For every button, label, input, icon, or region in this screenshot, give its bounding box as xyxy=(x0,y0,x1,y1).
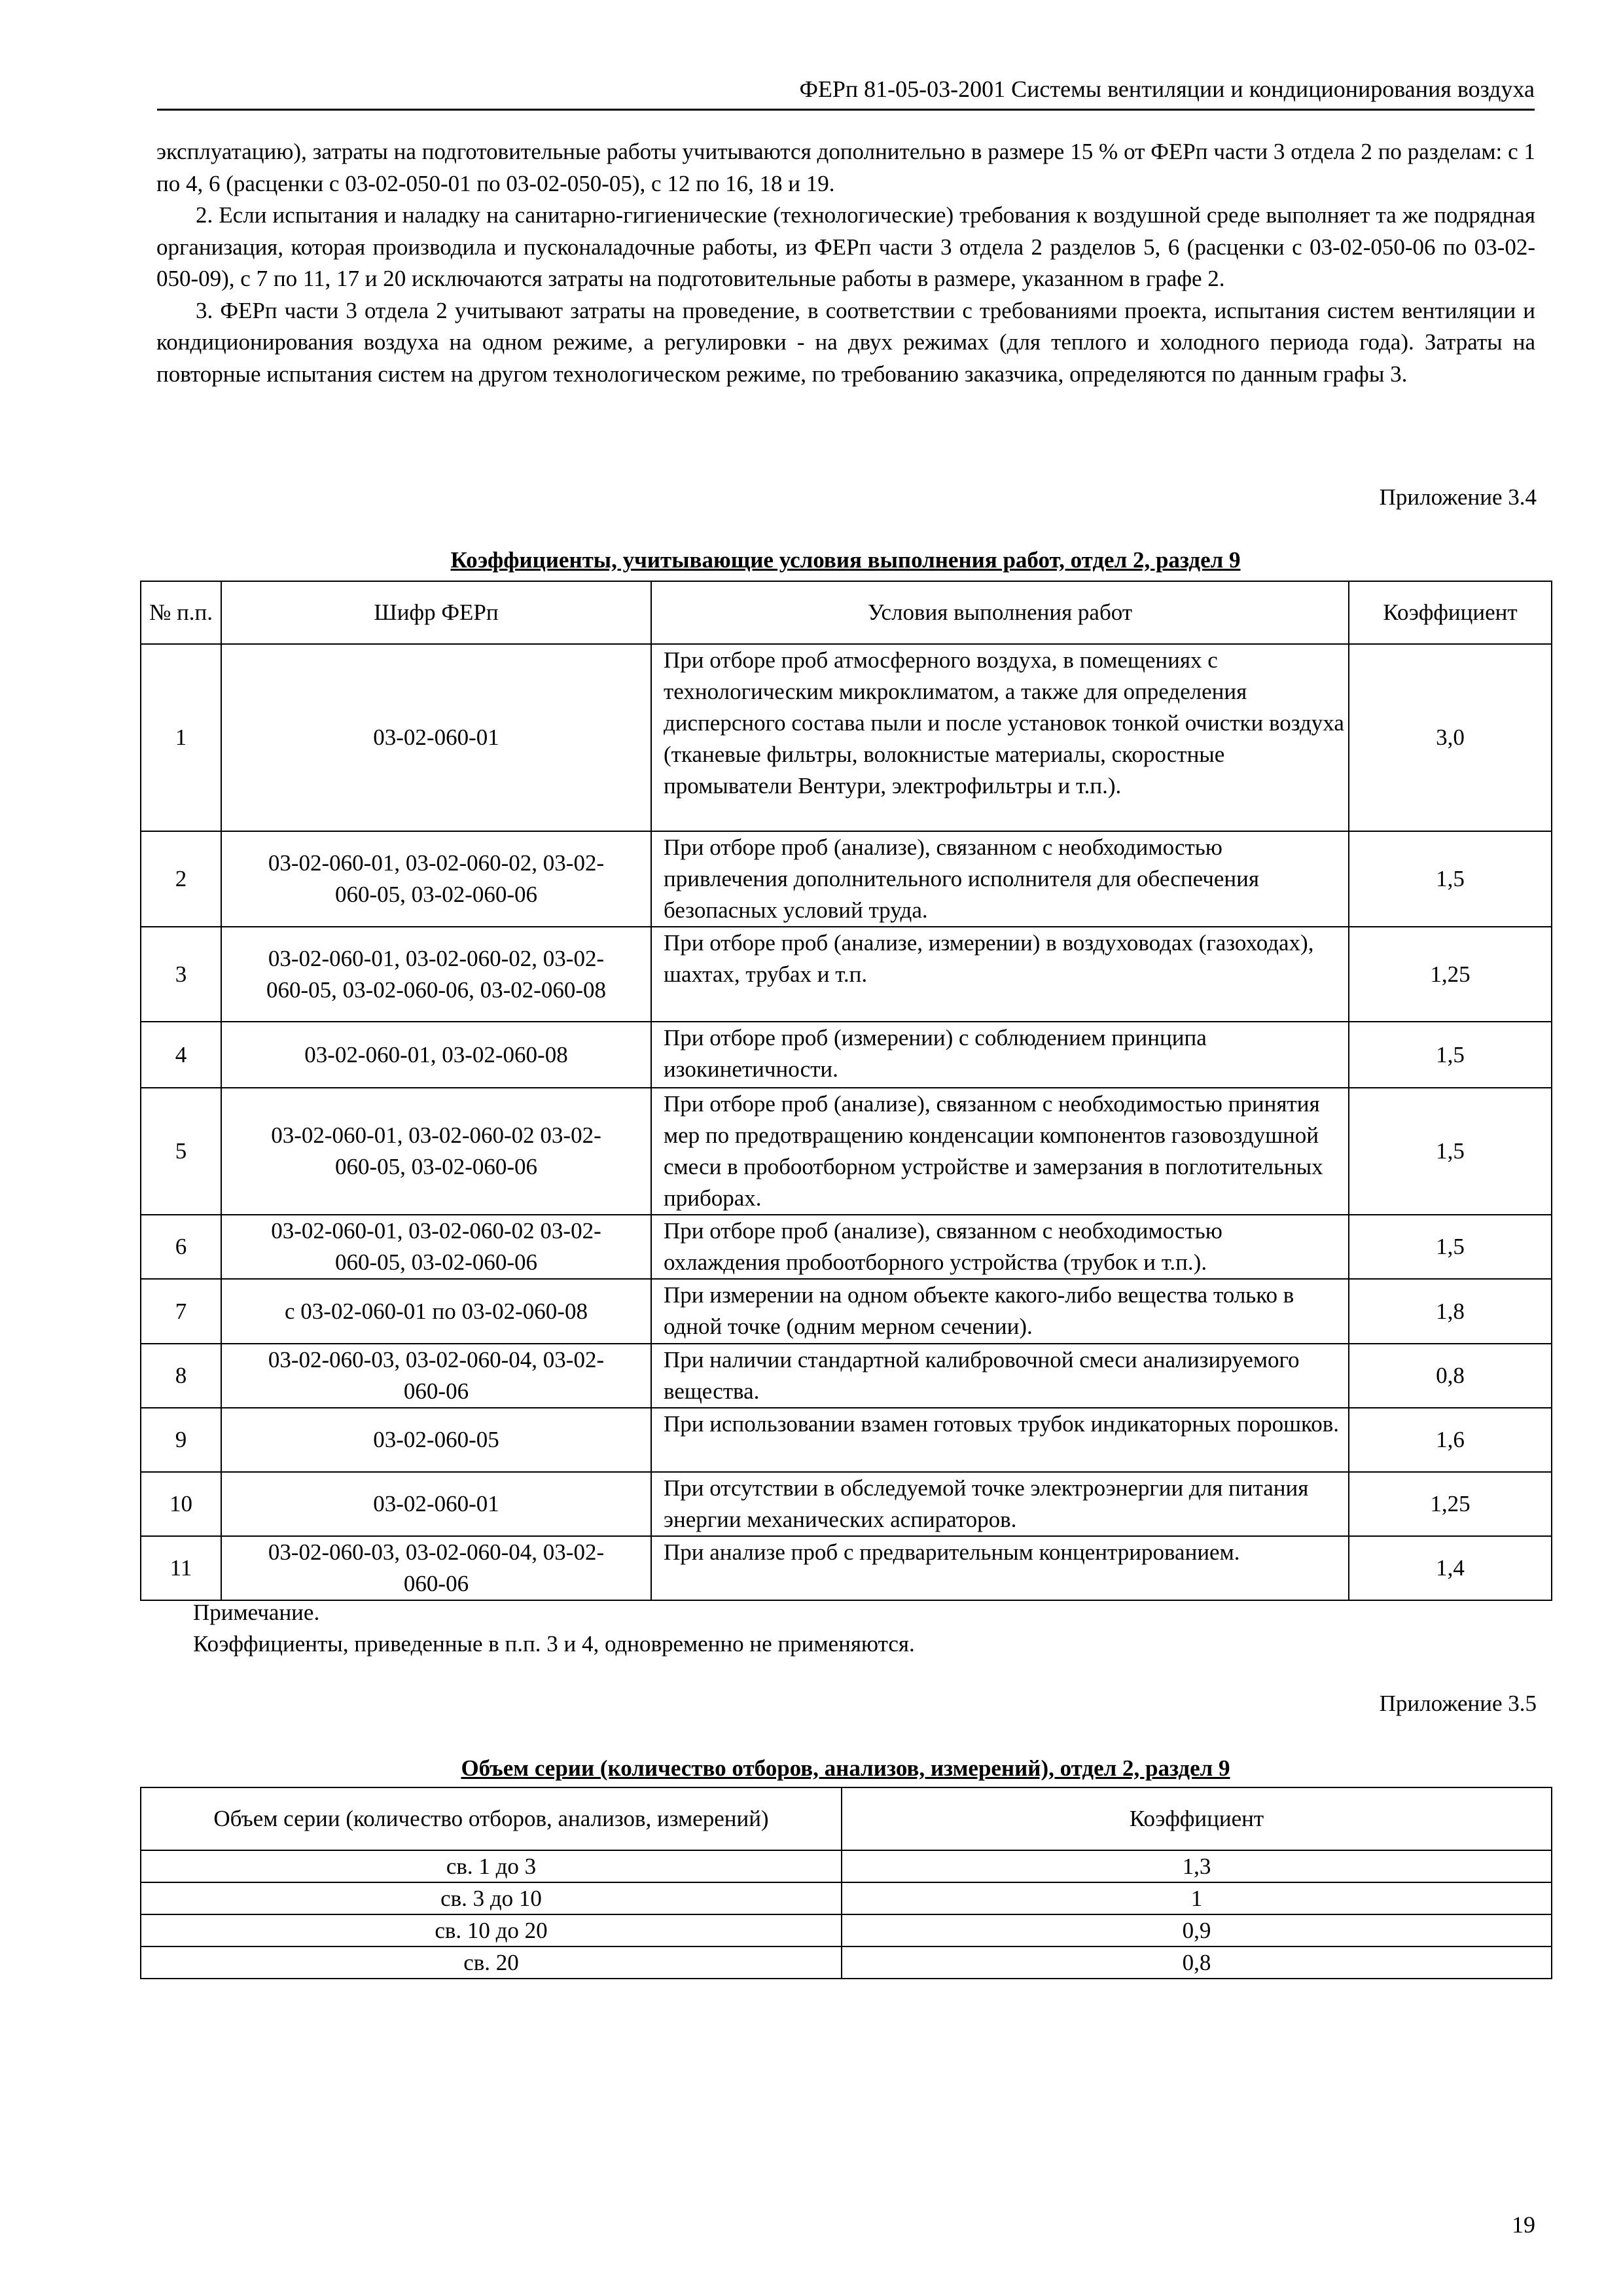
series-volume: св. 10 до 20 xyxy=(141,1914,842,1946)
work-conditions: При использовании взамен готовых трубок индикаторных порошков. xyxy=(651,1408,1349,1472)
paragraph: эксплуатацию), затраты на подготовительные работы учитываются дополнительно в размере 15 % от ФЕРп части 3 отдела 2 по разделам: с 1 по 4, 6 (расценки с 03-02-050-01 по 03-02-050-05), с 12 по 16, 18 и 19. xyxy=(156,139,1535,196)
coefficient: 1,25 xyxy=(1349,927,1552,1022)
column-header: Коэффициент xyxy=(842,1787,1552,1850)
ferp-code: 03-02-060-05 xyxy=(221,1408,651,1472)
work-conditions: При наличии стандартной калибровочной смеси анализируемого вещества. xyxy=(651,1344,1349,1408)
work-conditions: При отборе проб (анализе), связанном с необходимостью принятия мер по предотвращению конденсации компонентов газовоздушной смеси в пробоотборном устройстве и замерзания в поглотительных приборах. xyxy=(651,1088,1349,1215)
ferp-code: 03-02-060-01, 03-02-060-02 03-02-060-05, 03-02-060-06 xyxy=(221,1215,651,1279)
coefficient: 1,6 xyxy=(1349,1408,1552,1472)
table-row xyxy=(141,1472,1552,1536)
coefficient: 1,25 xyxy=(1349,1472,1552,1536)
ferp-code: 03-02-060-01 xyxy=(221,1472,651,1536)
note-text: Коэффициенты, приведенные в п.п. 3 и 4, одновременно не применяются. xyxy=(193,1631,915,1657)
table-header-row xyxy=(141,1787,1552,1850)
ferp-code: 03-02-060-01, 03-02-060-02, 03-02-060-05, 03-02-060-06 xyxy=(221,831,651,927)
work-conditions: При отборе проб (измерении) с соблюдением принципа изокинетичности. xyxy=(651,1022,1349,1088)
coefficient: 1,4 xyxy=(1349,1536,1552,1600)
work-conditions: При отборе проб (анализе), связанном с необходимостью охлаждения пробоотборного устройства (трубок и т.п.). xyxy=(651,1215,1349,1279)
series-volume-table xyxy=(140,1787,1552,1979)
table-row xyxy=(141,1850,1552,1882)
ferp-code: 03-02-060-03, 03-02-060-04, 03-02-060-06 xyxy=(221,1536,651,1600)
coefficient: 1,5 xyxy=(1349,1022,1552,1088)
coefficient: 1,5 xyxy=(1349,1088,1552,1215)
column-header: Условия выполнения работ xyxy=(651,581,1349,644)
table-title: Объем серии (количество отборов, анализов, измерений), отдел 2, раздел 9 xyxy=(461,1755,1230,1781)
table-row xyxy=(141,1914,1552,1946)
note-title: Примечание. xyxy=(193,1600,320,1625)
table-row xyxy=(141,1022,1552,1088)
row-number: 5 xyxy=(141,1088,221,1215)
row-number: 3 xyxy=(141,927,221,1022)
table-note xyxy=(193,1597,915,1660)
table-row xyxy=(141,1536,1552,1600)
row-number: 10 xyxy=(141,1472,221,1536)
row-number: 2 xyxy=(141,831,221,927)
table-title: Коэффициенты, учитывающие условия выполнения работ, отдел 2, раздел 9 xyxy=(450,547,1241,573)
coefficient: 1,3 xyxy=(842,1850,1552,1882)
table-row xyxy=(141,1946,1552,1979)
row-number: 7 xyxy=(141,1279,221,1344)
work-conditions: При измерении на одном объекте какого-либо вещества только в одной точке (одним мерном сечении). xyxy=(651,1279,1349,1344)
coefficient: 1,5 xyxy=(1349,1215,1552,1279)
row-number: 1 xyxy=(141,644,221,831)
table-row xyxy=(141,1088,1552,1215)
coefficients-table xyxy=(140,581,1552,1601)
column-header: Шифр ФЕРп xyxy=(221,581,651,644)
series-volume: св. 3 до 10 xyxy=(141,1882,842,1914)
table-row xyxy=(141,1215,1552,1279)
body-text xyxy=(156,136,1535,390)
table-row xyxy=(141,1882,1552,1914)
column-header: Объем серии (количество отборов, анализов, измерений) xyxy=(141,1787,842,1850)
table-row xyxy=(141,1344,1552,1408)
table-row xyxy=(141,831,1552,927)
ferp-code: 03-02-060-01, 03-02-060-02 03-02-060-05, 03-02-060-06 xyxy=(221,1088,651,1215)
row-number: 4 xyxy=(141,1022,221,1088)
row-number: 11 xyxy=(141,1536,221,1600)
row-number: 6 xyxy=(141,1215,221,1279)
table-row xyxy=(141,1408,1552,1472)
row-number: 8 xyxy=(141,1344,221,1408)
work-conditions: При отборе проб (анализе), связанном с необходимостью привлечения дополнительного исполнителя для обеспечения безопасных условий труда. xyxy=(651,831,1349,927)
coefficient: 3,0 xyxy=(1349,644,1552,831)
ferp-code: 03-02-060-01, 03-02-060-02, 03-02-060-05, 03-02-060-06, 03-02-060-08 xyxy=(221,927,651,1022)
series-volume: св. 1 до 3 xyxy=(141,1850,842,1882)
column-header: № п.п. xyxy=(141,581,221,644)
work-conditions: При отборе проб атмосферного воздуха, в помещениях с технологическим микроклиматом, а также для определения дисперсного состава пыли и после установок тонкой очистки воздуха (тканевые фильтры, волокнистые материалы, скоростные промыватели Вентури, электрофильтры и т.п.). xyxy=(651,644,1349,831)
coefficient: 1 xyxy=(842,1882,1552,1914)
ferp-code: 03-02-060-01 xyxy=(221,644,651,831)
appendix-label: Приложение 3.5 xyxy=(1379,1691,1537,1716)
coefficient: 0,8 xyxy=(1349,1344,1552,1408)
table-row xyxy=(141,644,1552,831)
ferp-code: 03-02-060-01, 03-02-060-08 xyxy=(221,1022,651,1088)
page-number: 19 xyxy=(1512,2212,1535,2238)
running-header: ФЕРп 81-05-03-2001 Системы вентиляции и кондиционирования воздуха xyxy=(799,76,1535,102)
header-rule xyxy=(157,109,1535,111)
paragraph: 3. ФЕРп части 3 отдела 2 учитывают затраты на проведение, в соответствии с требованиями проекта, испытания систем вентиляции и кондиционирования воздуха на одном режиме, а регулировки - на двух режимах (для теплого и холодного периода года). Затраты на повторные испытания систем на другом технологическом режиме, по требованию заказчика, определяются по данным графы 3. xyxy=(156,297,1535,387)
table-row xyxy=(141,1279,1552,1344)
work-conditions: При отборе проб (анализе, измерении) в воздуховодах (газоходах), шахтах, трубах и т.п. xyxy=(651,927,1349,1022)
coefficient: 0,9 xyxy=(842,1914,1552,1946)
coefficient: 1,5 xyxy=(1349,831,1552,927)
work-conditions: При отсутствии в обследуемой точке электроэнергии для питания энергии механических аспираторов. xyxy=(651,1472,1349,1536)
table-row xyxy=(141,927,1552,1022)
ferp-code: с 03-02-060-01 по 03-02-060-08 xyxy=(221,1279,651,1344)
series-volume: св. 20 xyxy=(141,1946,842,1979)
appendix-label: Приложение 3.4 xyxy=(1379,484,1537,510)
work-conditions: При анализе проб с предварительным концентрированием. xyxy=(651,1536,1349,1600)
column-header: Коэффициент xyxy=(1349,581,1552,644)
ferp-code: 03-02-060-03, 03-02-060-04, 03-02-060-06 xyxy=(221,1344,651,1408)
table-header-row xyxy=(141,581,1552,644)
paragraph: 2. Если испытания и наладку на санитарно-гигиенические (технологические) требования к воздушной среде выполняет та же подрядная организация, которая производила и пусконаладочные работы, из ФЕРп части 3 отдела 2 разделов 5, 6 (расценки с 03-02-050-06 по 03-02-050-09), с 7 по 11, 17 и 20 исключаются затраты на подготовительные работы в размере, указанном в графе 2. xyxy=(156,202,1535,291)
coefficient: 0,8 xyxy=(842,1946,1552,1979)
row-number: 9 xyxy=(141,1408,221,1472)
coefficient: 1,8 xyxy=(1349,1279,1552,1344)
